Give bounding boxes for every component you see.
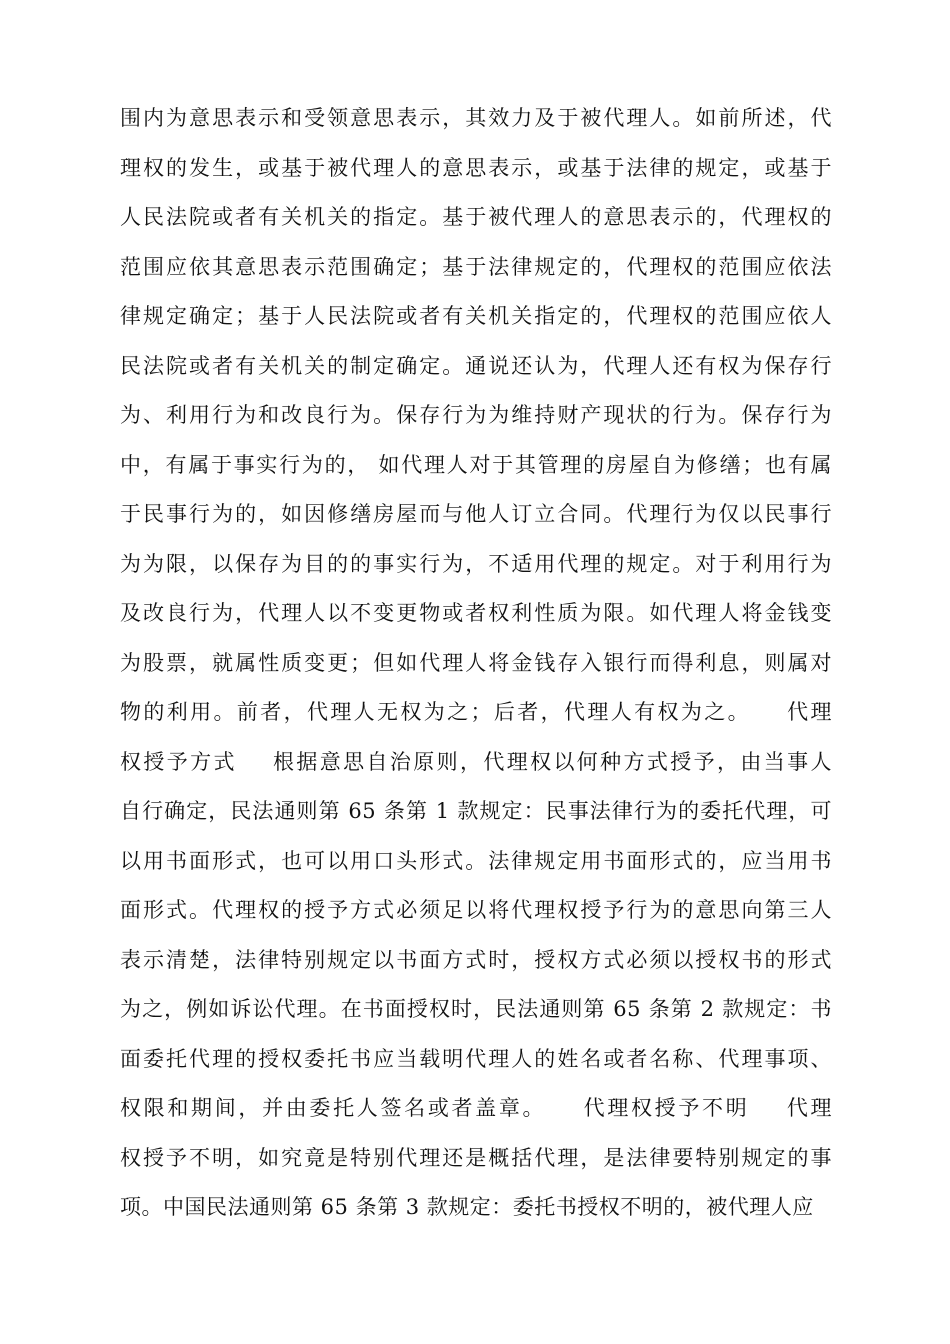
text-line: 范围应依其意思表示范围确定；基于法律规定的，代理权的范围应依法 [120, 254, 832, 279]
text-line: 权授予不明，如究竟是特别代理还是概括代理，是法律要特别规定的事 [120, 1145, 832, 1170]
text-line: 物的利用。前者，代理人无权为之；后者，代理人有权为之。 代理 [120, 700, 832, 724]
text-line: 项。中国民法通则第 65 条第 3 款规定：委托书授权不明的，被代理人应 [120, 1195, 814, 1219]
text-line: 面委托代理的授权委托书应当载明代理人的姓名或者名称、代理事项、 [120, 1046, 832, 1071]
document-body [120, 100, 832, 1239]
text-line: 中，有属于事实行为的， 如代理人对于其管理的房屋自为修缮；也有属 [120, 452, 832, 477]
text-line: 权授予方式 根据意思自治原则，代理权以何种方式授予，由当事人 [120, 749, 832, 774]
text-line: 围内为意思表示和受领意思表示，其效力及于被代理人。如前所述，代 [120, 106, 832, 130]
text-line: 于民事行为的，如因修缮房屋而与他人订立合同。代理行为仅以民事行 [120, 502, 832, 526]
text-line: 为股票，就属性质变更；但如代理人将金钱存入银行而得利息，则属对 [120, 650, 832, 675]
text-line: 律规定确定；基于人民法院或者有关机关指定的，代理权的范围应依人 [120, 304, 832, 328]
text-line: 为之，例如诉讼代理。在书面授权时，民法通则第 65 条第 2 款规定：书 [120, 997, 832, 1021]
text-line: 理权的发生，或基于被代理人的意思表示，或基于法律的规定，或基于 [120, 155, 832, 180]
text-line: 及改良行为，代理人以不变更物或者权利性质为限。如代理人将金钱变 [120, 601, 832, 625]
text-line: 为、利用行为和改良行为。保存行为为维持财产现状的行为。保存行为 [120, 403, 832, 427]
text-line: 以用书面形式，也可以用口头形式。法律规定用书面形式的，应当用书 [120, 848, 832, 873]
text-line: 民法院或者有关机关的制定确定。通说还认为，代理人还有权为保存行 [120, 353, 832, 378]
text-line: 为为限，以保存为目的的事实行为，不适用代理的规定。对于利用行为 [120, 551, 832, 576]
text-line: 表示清楚，法律特别规定以书面方式时，授权方式必须以授权书的形式 [120, 947, 832, 972]
text-line: 人民法院或者有关机关的指定。基于被代理人的意思表示的，代理权的 [120, 205, 832, 229]
text-line: 面形式。代理权的授予方式必须足以将代理权授予行为的意思向第三人 [120, 898, 832, 922]
text-line: 权限和期间，并由委托人签名或者盖章。 代理权授予不明 代理 [120, 1096, 832, 1120]
text-line: 自行确定，民法通则第 65 条第 1 款规定：民事法律行为的委托代理，可 [120, 799, 832, 823]
